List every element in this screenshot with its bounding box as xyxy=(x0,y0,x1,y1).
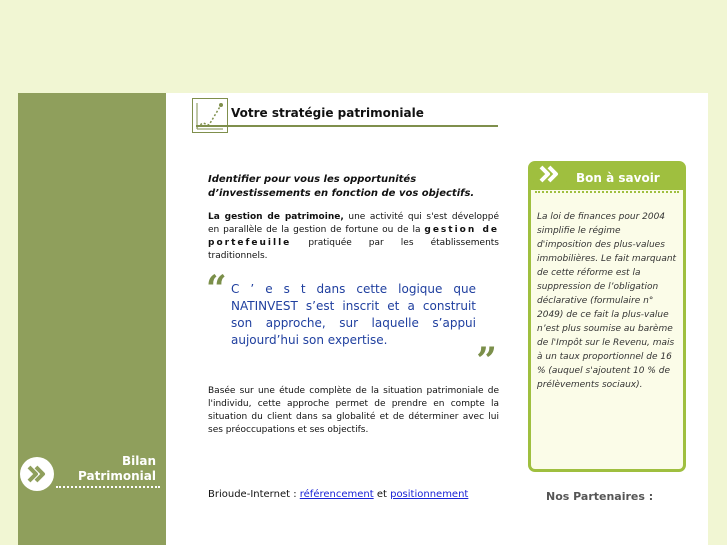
quote-text: C ’ e s t dans cette logique que NATINVEST s’est inscrit et a construit son approche, sur laquelle s’appui aujourd’hui son expertise. xyxy=(231,282,476,347)
para1-end: pratiquée par les établissements traditionnels. xyxy=(208,238,499,261)
partners-label: Nos Partenaires : xyxy=(546,490,654,503)
chart-icon xyxy=(192,98,228,133)
para1-bold: La gestion de patrimoine, xyxy=(208,212,344,222)
page-title: Votre stratégie patrimoniale xyxy=(231,106,424,120)
info-box xyxy=(528,161,686,472)
quote-block xyxy=(206,268,499,382)
page-frame xyxy=(18,93,708,545)
sidebar-title xyxy=(78,454,156,484)
intro-line1: Identifier pour vous les opportunités xyxy=(208,174,417,185)
intro-text xyxy=(208,173,499,201)
double-chevron-icon xyxy=(20,457,54,491)
footer-credits xyxy=(208,489,468,500)
paragraph-2: Basée sur une étude complète de la situation patrimoniale de l'individu, cette approche permet de prendre en compte la situation du client dans sa globalité et de déterminer avec lui ses préoccupations et ses objectifs. xyxy=(208,386,499,435)
footer-prefix: Brioude-Internet : xyxy=(208,489,300,500)
sidebar-title-line2: Patrimonial xyxy=(78,469,156,483)
info-box-header xyxy=(531,164,683,190)
close-quote-icon: ” xyxy=(476,340,497,382)
open-quote-icon: “ xyxy=(206,268,227,310)
positionnement-link[interactable]: positionnement xyxy=(390,489,469,500)
paragraph-1 xyxy=(208,211,499,263)
info-box-text: La loi de finances pour 2004 simplifie le régime d'imposition des plus-values immobilières. Le fait marquant de cette réforme est la suppression de l’obligation déclarative (formulaire n° 2049) de ce fait la plus-value n’est plus soumise au barème de l'Impôt sur le Revenu, mais à un taux proportionnel de 16 % (auquel s'ajoutent 10 % de prélèvements sociaux). xyxy=(537,212,677,390)
intro-line2: d’investissements en fonction de vos objectifs. xyxy=(208,188,475,199)
sidebar-dotted-divider xyxy=(56,486,160,488)
info-box-dotted-divider xyxy=(535,191,679,193)
double-chevron-icon xyxy=(533,161,567,187)
footer-middle: et xyxy=(373,489,391,500)
para1-text: une activité qui s'est développé en parallèle de la gestion de fortune ou de la xyxy=(208,212,499,235)
referencement-link[interactable]: référencement xyxy=(299,489,374,500)
sidebar xyxy=(18,93,166,545)
main-content xyxy=(208,173,499,437)
para1-spaced: gestion de portefeuille xyxy=(208,225,500,248)
info-box-title: Bon à savoir xyxy=(576,171,660,185)
sidebar-title-line1: Bilan xyxy=(121,454,156,468)
title-underline xyxy=(196,125,498,127)
